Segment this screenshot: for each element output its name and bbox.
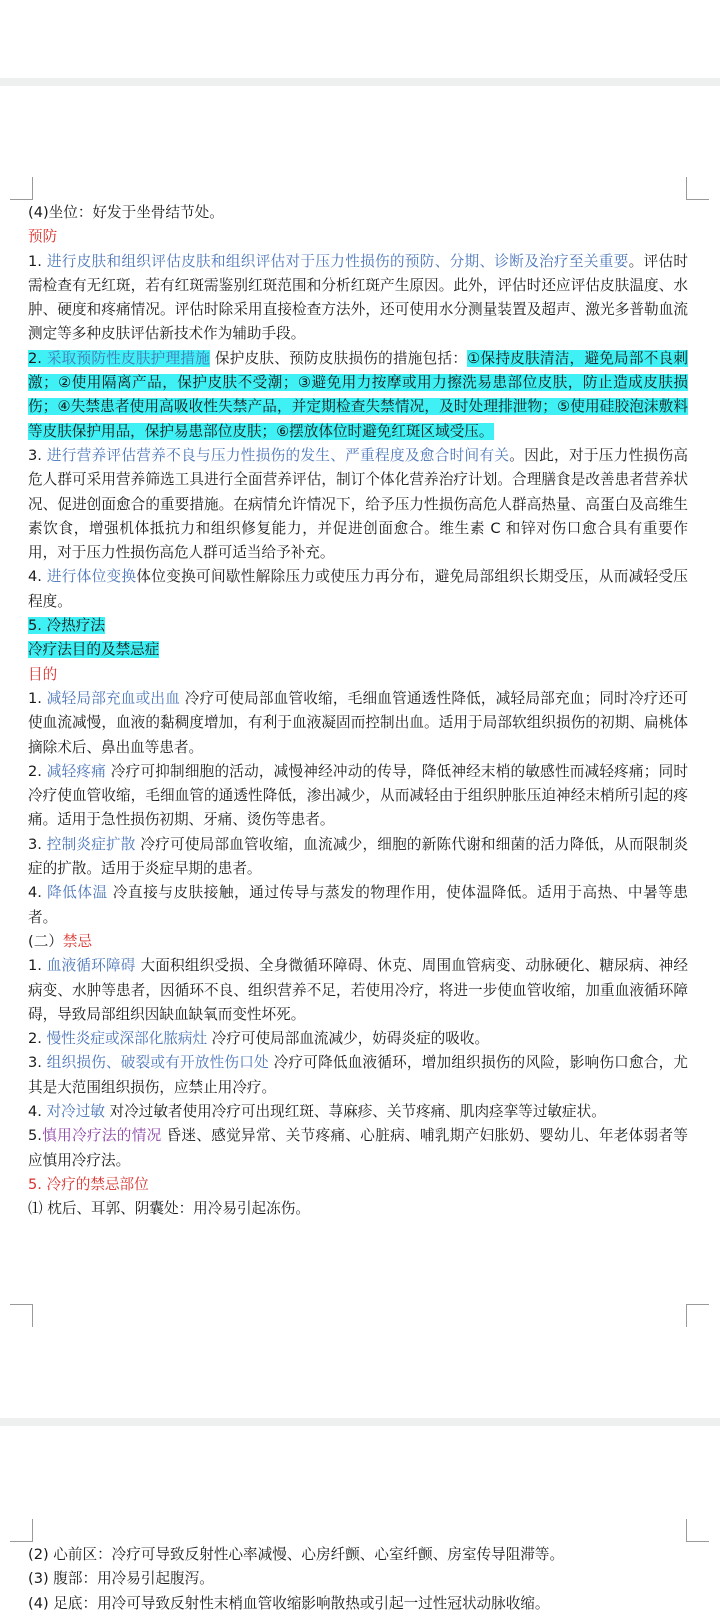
paragraph-sitting-position: (4)坐位：好发于坐骨结节处。 (28, 204, 224, 221)
page-corner-mark (10, 1519, 33, 1542)
page-corner-mark (686, 177, 709, 200)
item-title: 组织损伤、破裂或有开放性伤口处 (46, 1054, 269, 1072)
highlighted-text: ①保持皮肤清洁，避免局部不良刺激；②使用隔离产品，保护皮肤不受潮；③避免用力按摩或用力擦洗易患部位皮肤，防止造成皮肤损伤；④失禁患者使用高吸收性失禁产品，并定期检查失禁情况，及时处理排泄物；⑤使用硅胶泡沫敷料等皮肤保护用品，保护易患部位皮肤；⑥摆放体位时避免红斑区域受压。 (28, 349, 688, 440)
item-title: 血液循环障碍 (46, 957, 136, 975)
paragraph-skin-care: 2. 采取预防性皮肤护理措施 保护皮肤、预防皮肤损伤的措施包括：①保持皮肤清洁，避免局部不良刺激；②使用隔离产品，保护皮肤不受潮；③避免用力按摩或用力擦洗易患部位皮肤，防止造成皮肤损伤；④失禁患者使用高吸收性失禁产品，并定期检查失禁情况，及时处理排泄物；⑤使用硅胶泡沫敷料等皮肤保护用品，保护易患部位皮肤；⑥摆放体位时避免红斑区域受压。 (28, 349, 688, 440)
page-corner-mark (686, 1519, 709, 1542)
item-title: 进行体位变换 (46, 568, 137, 586)
paragraph-skin-assessment: 1. 进行皮肤和组织评估皮肤和组织评估对于压力性损伤的预防、分期、诊断及治疗至关重要。评估时需检查有无红斑，若有红斑需鉴别红斑范围和分析红斑产生原因。此外，评估时还应评估皮肤温度、水肿、硬度和疼痛情况。评估时除采用直接检查方法外，还可使用水分测量装置及超声、激光多普勒血流测定等多种皮肤评估新技术作为辅助手段。 (28, 252, 688, 343)
item-title: 控制炎症扩散 (46, 835, 136, 853)
item-title: 进行营养评估营养不良与压力性损伤的发生、严重程度及愈合时间有关 (46, 446, 510, 464)
item-title: 采取预防性皮肤护理措施 (46, 349, 211, 367)
contraindication-item: 2. 慢性炎症或深部化脓病灶 冷疗可使局部血流减少，妨碍炎症的吸收。 (28, 1030, 490, 1048)
item-title: 减轻局部充血或出血 (46, 689, 181, 707)
contraindication-item: 4. 对冷过敏 对冷过敏者使用冷疗可出现红斑、荨麻疹、关节疼痛、肌肉痉挛等过敏症状。 (28, 1102, 606, 1120)
contraindication-item: 1. 血液循环障碍 大面积组织受损、全身微循环障碍、休克、周围血管病变、动脉硬化、糖尿病、神经病变、水肿等患者，因循环不良、组织营养不足，若使用冷疗，将进一步使血管收缩，加重血液循环障碍，导致局部组织因缺血缺氧而变性坏死。 (28, 957, 688, 1023)
document-page-2 (28, 1543, 688, 1616)
purpose-item: 2. 减轻疼痛 冷疗可抑制细胞的活动，减慢神经冲动的传导，降低神经末梢的敏感性而减轻疼痛；同时冷疗使血管收缩，毛细血管的通透性降低，渗出减少，从而减轻由于组织肿胀压迫神经末梢所引起的疼痛。适用于急性损伤初期、牙痛、烫伤等患者。 (28, 762, 688, 829)
page-corner-mark (10, 177, 33, 200)
site-item: (4) 足底：用冷可导致反射性末梢血管收缩影响散热或引起一过性冠状动脉收缩。 (28, 1594, 550, 1612)
page-gap-middle (0, 1418, 720, 1426)
contraindication-item: 3. 组织损伤、破裂或有开放性伤口处 冷疗可降低血液循环，增加组织损伤的风险，影响伤口愈合，尤其是大范围组织损伤，应禁止用冷疗。 (28, 1054, 688, 1096)
site-item: ⑴ 枕后、耳郭、阴囊处：用冷易引起冻伤。 (28, 1200, 310, 1218)
page-corner-mark (10, 1304, 33, 1327)
item-title: 降低体温 (47, 884, 108, 902)
item-title: 慎用冷疗法的情况 (41, 1127, 162, 1145)
site-item: (2) 心前区：冷疗可导致反射性心率减慢、心房纤颤、心室纤颤、房室传导阻滞等。 (28, 1546, 565, 1563)
heading-cold-heat-therapy: 5. 冷热疗法 (28, 617, 105, 635)
purpose-item: 1. 减轻局部充血或出血 冷疗可使局部血管收缩，毛细血管通透性降低，减轻局部充血；同时冷疗还可使血流减慢，血液的黏稠度增加，有利于血液凝固而控制出血。适用于局部软组织损伤的初期、扁桃体摘除术后、鼻出血等患者。 (28, 689, 688, 756)
contraindication-item: 5.慎用冷疗法的情况 昏迷、感觉异常、关节疼痛、心脏病、哺乳期产妇胀奶、婴幼儿、年老体弱者等应慎用冷疗法。 (28, 1127, 688, 1169)
paragraph-nutrition: 3. 进行营养评估营养不良与压力性损伤的发生、严重程度及愈合时间有关。因此，对于压力性损伤高危人群可采用营养筛选工具进行全面营养评估，制订个体化营养治疗计划。合理膳食是改善患者营养状况、促进创面愈合的重要措施。在病情允许情况下，给予压力性损伤高危人群高热量、高蛋白及高维生素饮食，增强机体抵抗力和组织修复能力，并促进创面愈合。维生素 C 和锌对伤口愈合具有重要作用，对于压力性损伤高危人群可适当给予补充。 (28, 446, 688, 562)
item-title: 减轻疼痛 (46, 762, 106, 780)
purpose-item: 4. 降低体温 冷直接与皮肤接触，通过传导与蒸发的物理作用，使体温降低。适用于高热、中暑等患者。 (28, 884, 688, 926)
item-title: 进行皮肤和组织评估皮肤和组织评估对于压力性损伤的预防、分期、诊断及治疗至关重要 (46, 252, 629, 270)
page-corner-mark (686, 1304, 709, 1327)
heading-contraindications: (二）禁忌 (28, 932, 93, 950)
heading-prevention: 预防 (28, 228, 58, 246)
document-page-1 (28, 201, 688, 1221)
item-title: 对冷过敏 (46, 1102, 105, 1120)
heading-contraindicated-sites: 5. 冷疗的禁忌部位 (28, 1175, 149, 1193)
site-item: (3) 腹部：用冷易引起腹泻。 (28, 1570, 214, 1588)
item-title: 慢性炎症或深部化脓病灶 (46, 1030, 208, 1048)
purpose-item: 3. 控制炎症扩散 冷疗可使局部血管收缩，血流减少，细胞的新陈代谢和细菌的活力降低，从而限制炎症的扩散。适用于炎症早期的患者。 (28, 835, 688, 878)
heading-cold-therapy-purpose: 冷疗法目的及禁忌症 (28, 641, 160, 659)
heading-purpose: 目的 (28, 665, 58, 683)
paragraph-position-change: 4. 进行体位变换体位变换可间歇性解除压力或使压力再分布，避免局部组织长期受压，从而减轻受压程度。 (28, 568, 688, 610)
page-gap-top (0, 78, 720, 86)
